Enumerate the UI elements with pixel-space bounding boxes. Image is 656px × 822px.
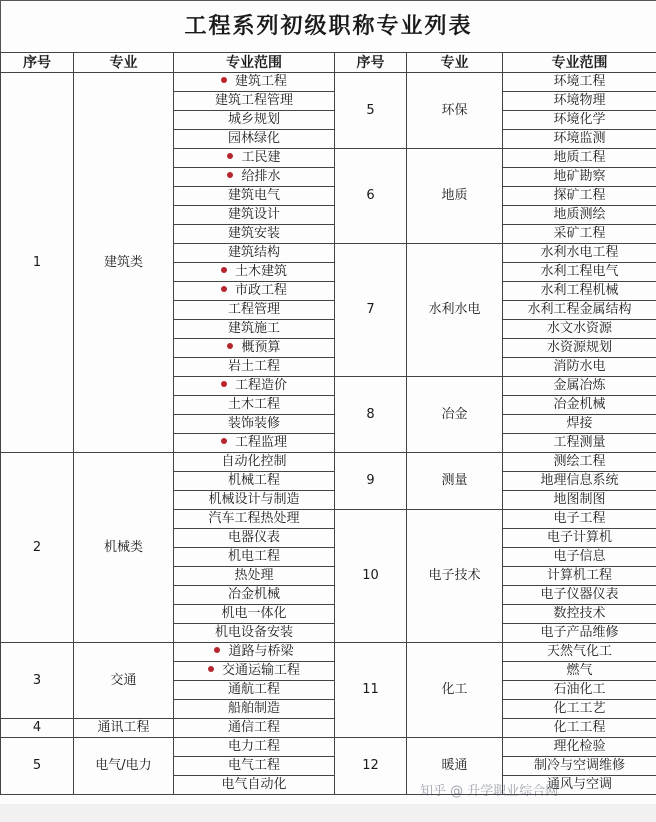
bullet-dot-icon [221, 438, 227, 444]
scope-cell: 采矿工程 [503, 225, 656, 244]
group-name: 测量 [407, 453, 503, 510]
scope-cell [174, 282, 335, 301]
bullet-dot-icon [221, 267, 227, 273]
scope-label: 自动化控制 [221, 454, 287, 469]
scope-label: 概预算 [241, 340, 281, 355]
scope-cell [174, 358, 335, 377]
scope-label: 热处理 [234, 568, 274, 583]
scope-label: 机电一体化 [221, 606, 287, 621]
scope-label: 建筑设计 [227, 207, 280, 222]
scope-cell [174, 510, 335, 529]
scope-label: 通信工程 [227, 720, 280, 735]
scope-cell [174, 263, 335, 282]
scope-cell [174, 396, 335, 415]
bullet-dot-icon [221, 381, 227, 387]
scope-label: 建筑施工 [227, 321, 280, 336]
scope-cell: 环境工程 [503, 73, 656, 92]
header-major-left: 专业 [74, 53, 174, 73]
table-row [1, 719, 656, 738]
scope-cell [174, 491, 335, 510]
scope-cell [174, 605, 335, 624]
scope-label: 工程监理 [234, 435, 287, 450]
scope-cell: 环境化学 [503, 111, 656, 130]
scope-label: 装饰装修 [227, 416, 280, 431]
scope-label: 船舶制造 [227, 701, 280, 716]
page-title: 工程系列初级职称专业列表 [0, 0, 656, 52]
group-name: 电子技术 [407, 510, 503, 643]
scope-cell [174, 624, 335, 643]
scope-cell: 水资源规划 [503, 339, 656, 358]
group-name: 环保 [407, 73, 503, 149]
scope-cell [174, 415, 335, 434]
scope-cell: 测绘工程 [503, 453, 656, 472]
bullet-dot-icon [214, 647, 220, 653]
scope-cell: 水利工程机械 [503, 282, 656, 301]
scope-cell [174, 130, 335, 149]
scope-cell: 金属冶炼 [503, 377, 656, 396]
specialty-table [0, 52, 656, 795]
scope-cell [174, 149, 335, 168]
scope-cell [174, 757, 335, 776]
scope-cell: 地矿勘察 [503, 168, 656, 187]
header-scope-left: 专业范围 [174, 53, 335, 73]
scope-cell: 石油化工 [503, 681, 656, 700]
scope-cell: 通风与空调 [503, 776, 656, 795]
scope-label: 机电工程 [227, 549, 280, 564]
scope-cell: 环境监测 [503, 130, 656, 149]
group-number: 12 [335, 738, 407, 795]
group-number: 11 [335, 643, 407, 738]
scope-cell [174, 472, 335, 491]
scope-cell: 水文水资源 [503, 320, 656, 339]
scope-label: 电力工程 [227, 739, 280, 754]
scope-cell [174, 738, 335, 757]
bullet-dot-icon [227, 153, 233, 159]
group-name: 建筑类 [74, 73, 174, 453]
scope-label: 建筑工程 [234, 74, 287, 89]
scope-label: 建筑结构 [227, 245, 280, 260]
scope-label: 电气工程 [227, 758, 280, 773]
scope-cell [174, 662, 335, 681]
group-number: 9 [335, 453, 407, 510]
scope-label: 给排水 [241, 169, 281, 184]
scope-cell: 电子产品维修 [503, 624, 656, 643]
scope-cell [174, 586, 335, 605]
scope-cell: 地质工程 [503, 149, 656, 168]
group-name: 机械类 [74, 453, 174, 643]
scope-label: 工程造价 [234, 378, 287, 393]
scope-cell [174, 453, 335, 472]
group-name: 通讯工程 [74, 719, 174, 738]
scope-cell [174, 92, 335, 111]
scope-cell: 电子信息 [503, 548, 656, 567]
scope-label: 工民建 [241, 150, 281, 165]
table-row [1, 453, 656, 472]
bullet-dot-icon [227, 172, 233, 178]
bullet-dot-icon [221, 286, 227, 292]
watermark-text: 知乎 @ 升学职业综合网 [420, 784, 559, 799]
scope-cell: 理化检验 [503, 738, 656, 757]
scope-cell: 地理信息系统 [503, 472, 656, 491]
scope-cell: 电子工程 [503, 510, 656, 529]
scope-cell: 化工工艺 [503, 700, 656, 719]
scope-cell [174, 320, 335, 339]
bottom-strip [0, 804, 656, 822]
group-number: 10 [335, 510, 407, 643]
scope-label: 土木工程 [227, 397, 280, 412]
scope-cell: 水利水电工程 [503, 244, 656, 263]
group-number: 5 [335, 73, 407, 149]
scope-cell [174, 548, 335, 567]
scope-cell: 工程测量 [503, 434, 656, 453]
scope-label: 城乡规划 [227, 112, 280, 127]
scope-cell: 水利工程金属结构 [503, 301, 656, 320]
group-number: 4 [1, 719, 74, 738]
scope-cell [174, 301, 335, 320]
scope-label: 工程管理 [227, 302, 280, 317]
scope-cell: 焊接 [503, 415, 656, 434]
scope-label: 建筑安装 [227, 226, 280, 241]
scope-cell: 水利工程电气 [503, 263, 656, 282]
header-major-right: 专业 [407, 53, 503, 73]
scope-label: 土木建筑 [234, 264, 287, 279]
group-number: 6 [335, 149, 407, 244]
scope-label: 建筑电气 [227, 188, 280, 203]
table-row [1, 643, 656, 662]
scope-label: 交通运输工程 [221, 663, 300, 678]
group-name: 水利水电 [407, 244, 503, 377]
scope-cell: 数控技术 [503, 605, 656, 624]
scope-cell: 计算机工程 [503, 567, 656, 586]
scope-label: 通航工程 [227, 682, 280, 697]
scope-label: 机电设备安装 [214, 625, 293, 640]
header-no-left: 序号 [1, 53, 74, 73]
scope-cell: 地图制图 [503, 491, 656, 510]
scope-label: 岩土工程 [227, 359, 280, 374]
scope-cell: 天然气化工 [503, 643, 656, 662]
header-scope-right: 专业范围 [503, 53, 656, 73]
scope-cell: 地质测绘 [503, 206, 656, 225]
group-name: 暖通 [407, 738, 503, 795]
group-number: 1 [1, 73, 74, 453]
scope-cell [174, 225, 335, 244]
scope-cell: 电子仪器仪表 [503, 586, 656, 605]
scope-cell: 制冷与空调维修 [503, 757, 656, 776]
header-no-right: 序号 [335, 53, 407, 73]
scope-cell [174, 73, 335, 92]
scope-label: 建筑工程管理 [214, 93, 293, 108]
group-number: 3 [1, 643, 74, 719]
scope-label: 道路与桥梁 [228, 644, 294, 659]
scope-label: 机械工程 [227, 473, 280, 488]
group-name: 冶金 [407, 377, 503, 453]
scope-cell [174, 529, 335, 548]
scope-cell [174, 643, 335, 662]
scope-label: 汽车工程热处理 [208, 511, 300, 526]
scope-label: 冶金机械 [227, 587, 280, 602]
group-number: 8 [335, 377, 407, 453]
scope-label: 市政工程 [234, 283, 287, 298]
scope-cell [174, 168, 335, 187]
group-name: 化工 [407, 643, 503, 738]
scope-cell [174, 434, 335, 453]
scope-label: 电器仪表 [227, 530, 280, 545]
scope-cell [174, 719, 335, 738]
scope-cell [174, 377, 335, 396]
group-number: 5 [1, 738, 74, 795]
bullet-dot-icon [208, 666, 214, 672]
table-row [1, 738, 656, 757]
scope-cell [174, 187, 335, 206]
scope-cell: 化工工程 [503, 719, 656, 738]
scope-cell [174, 206, 335, 225]
header-row [1, 53, 656, 73]
group-number: 2 [1, 453, 74, 643]
table-row [1, 73, 656, 92]
group-name: 电气/电力 [74, 738, 174, 795]
group-name: 交通 [74, 643, 174, 719]
watermark [420, 780, 558, 799]
scope-label: 机械设计与制造 [208, 492, 300, 507]
scope-cell [174, 776, 335, 795]
scope-label: 电气自动化 [221, 777, 287, 792]
scope-cell: 探矿工程 [503, 187, 656, 206]
bullet-dot-icon [221, 77, 227, 83]
scope-label: 园林绿化 [227, 131, 280, 146]
scope-cell: 环境物理 [503, 92, 656, 111]
bullet-dot-icon [227, 343, 233, 349]
scope-cell: 冶金机械 [503, 396, 656, 415]
scope-cell [174, 111, 335, 130]
scope-cell [174, 244, 335, 263]
scope-cell [174, 339, 335, 358]
scope-cell [174, 681, 335, 700]
scope-cell [174, 700, 335, 719]
scope-cell [174, 567, 335, 586]
group-name: 地质 [407, 149, 503, 244]
scope-cell: 电子计算机 [503, 529, 656, 548]
group-number: 7 [335, 244, 407, 377]
scope-cell: 燃气 [503, 662, 656, 681]
scope-cell: 消防水电 [503, 358, 656, 377]
